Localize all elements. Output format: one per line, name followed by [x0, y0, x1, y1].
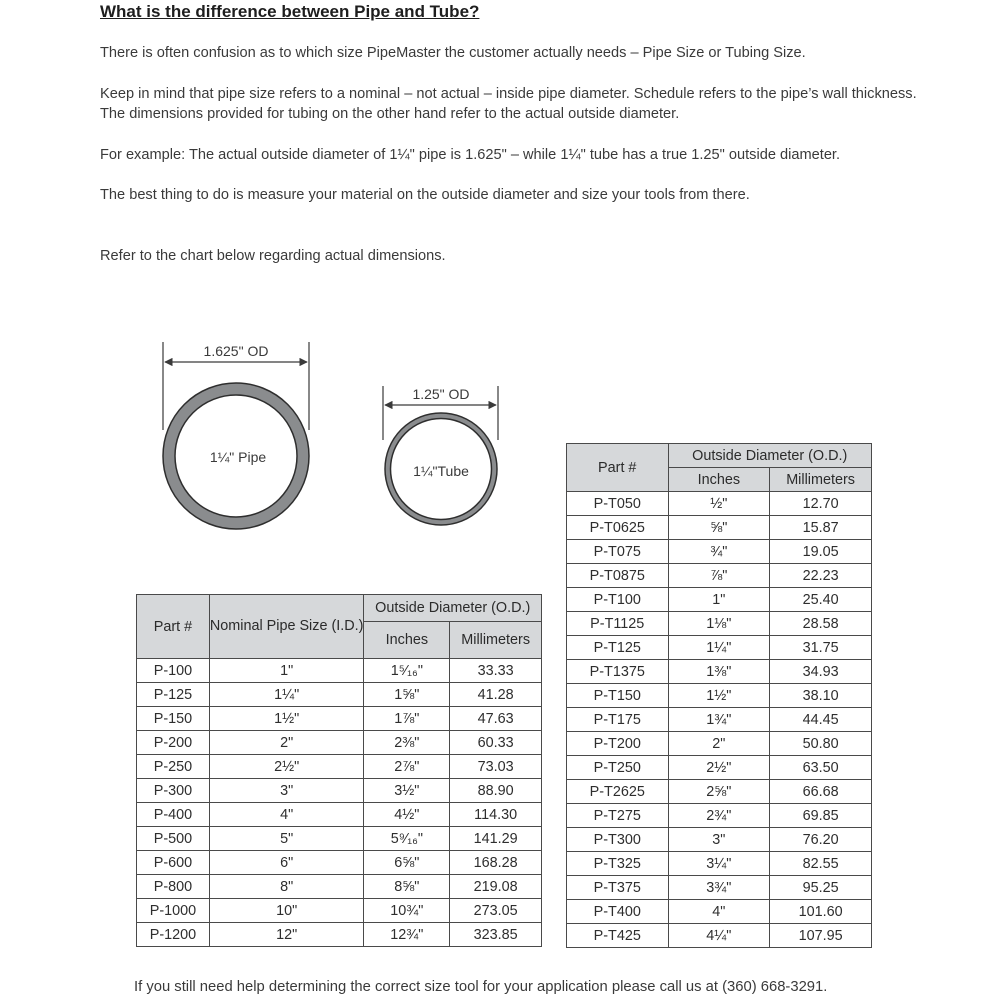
- od-mm-cell: 38.10: [770, 684, 872, 708]
- intro-paragraph: There is often confusion as to which size PipeMaster the customer actually needs – Pipe Size or Tubing Size.: [100, 45, 806, 61]
- od-mm-cell: 50.80: [770, 732, 872, 756]
- pipe-header-nominal: Nominal Pipe Size (I.D.): [209, 595, 364, 659]
- tube-od-label: 1.25" OD: [412, 386, 470, 402]
- od-mm-cell: 76.20: [770, 828, 872, 852]
- nominal-size-cell: 1½": [209, 707, 364, 731]
- table-row: [567, 756, 872, 780]
- part-number-cell: P-1000: [137, 899, 210, 923]
- od-inches-cell: ⅞": [668, 564, 770, 588]
- tube-header-mm: Millimeters: [770, 468, 872, 492]
- od-inches-cell: ⅝": [668, 516, 770, 540]
- part-number-cell: P-600: [137, 851, 210, 875]
- nominal-size-cell: 5": [209, 827, 364, 851]
- od-mm-cell: 47.63: [450, 707, 542, 731]
- table-row: [567, 900, 872, 924]
- part-number-cell: P-200: [137, 731, 210, 755]
- table-row: [567, 804, 872, 828]
- table-row: [137, 779, 542, 803]
- part-number-cell: P-T175: [567, 708, 669, 732]
- part-number-cell: P-T1375: [567, 660, 669, 684]
- example-paragraph: For example: The actual outside diameter of 1¼" pipe is 1.625" – while 1¼" tube has a true 1.25" outside diameter.: [100, 147, 841, 163]
- table-row: [567, 564, 872, 588]
- part-number-cell: P-T400: [567, 900, 669, 924]
- nominal-size-cell: 4": [209, 803, 364, 827]
- table-row: [567, 708, 872, 732]
- part-number-cell: P-400: [137, 803, 210, 827]
- nominal-size-cell: 2½": [209, 755, 364, 779]
- table-row: [137, 755, 542, 779]
- part-number-cell: P-1200: [137, 923, 210, 947]
- table-row: [137, 683, 542, 707]
- contact-footer: If you still need help determining the correct size tool for your application please call us at (360) 668-3291.: [134, 979, 828, 995]
- chart-reference-paragraph: Refer to the chart below regarding actual dimensions.: [100, 248, 446, 264]
- table-row: [567, 588, 872, 612]
- od-inches-cell: 2⅝": [668, 780, 770, 804]
- nominal-explanation-paragraph: Keep in mind that pipe size refers to a nominal – not actual – inside pipe diameter. Schedule refers to the pipe’s wall thickness. The dimensions provided for tubing on the other hand refer to the actual outside diameter.: [100, 86, 917, 122]
- table-row: [567, 636, 872, 660]
- od-inches-cell: 2½": [668, 756, 770, 780]
- part-number-cell: P-T2625: [567, 780, 669, 804]
- part-number-cell: P-150: [137, 707, 210, 731]
- od-mm-cell: 19.05: [770, 540, 872, 564]
- pipe-header-od: Outside Diameter (O.D.): [364, 595, 542, 622]
- pipe-header-mm: Millimeters: [450, 622, 542, 659]
- od-mm-cell: 323.85: [450, 923, 542, 947]
- od-mm-cell: 82.55: [770, 852, 872, 876]
- table-row: [567, 660, 872, 684]
- nominal-size-cell: 1¼": [209, 683, 364, 707]
- od-inches-cell: ¾": [668, 540, 770, 564]
- part-number-cell: P-500: [137, 827, 210, 851]
- od-mm-cell: 273.05: [450, 899, 542, 923]
- od-inches-cell: 4¼": [668, 924, 770, 948]
- pipe-header-inches: Inches: [364, 622, 450, 659]
- measure-advice-paragraph: The best thing to do is measure your material on the outside diameter and size your tools from there.: [100, 187, 750, 203]
- tube-size-table: [566, 443, 872, 948]
- od-mm-cell: 66.68: [770, 780, 872, 804]
- part-number-cell: P-125: [137, 683, 210, 707]
- od-inches-cell: 1⅛": [668, 612, 770, 636]
- od-mm-cell: 73.03: [450, 755, 542, 779]
- table-row: [567, 828, 872, 852]
- table-row: [567, 516, 872, 540]
- od-inches-cell: 1⅝": [364, 683, 450, 707]
- table-row: [137, 803, 542, 827]
- part-number-cell: P-T075: [567, 540, 669, 564]
- od-inches-cell: 3¾": [668, 876, 770, 900]
- nominal-size-cell: 6": [209, 851, 364, 875]
- od-mm-cell: 95.25: [770, 876, 872, 900]
- part-number-cell: P-100: [137, 659, 210, 683]
- od-mm-cell: 15.87: [770, 516, 872, 540]
- nominal-size-cell: 10": [209, 899, 364, 923]
- nominal-size-cell: 8": [209, 875, 364, 899]
- table-row: [567, 684, 872, 708]
- table-row: [567, 924, 872, 948]
- pipe-diagram: [163, 342, 309, 529]
- part-number-cell: P-T200: [567, 732, 669, 756]
- od-mm-cell: 44.45: [770, 708, 872, 732]
- table-row: [567, 876, 872, 900]
- nominal-size-cell: 1": [209, 659, 364, 683]
- nominal-size-cell: 12": [209, 923, 364, 947]
- table-row: [137, 875, 542, 899]
- table-row: [137, 659, 542, 683]
- od-inches-cell: 10¾": [364, 899, 450, 923]
- table-row: [567, 852, 872, 876]
- od-inches-cell: ½": [668, 492, 770, 516]
- page-heading: What is the difference between Pipe and Tube?: [100, 2, 480, 21]
- pipe-header-part: Part #: [137, 595, 210, 659]
- part-number-cell: P-T275: [567, 804, 669, 828]
- od-inches-cell: 1": [668, 588, 770, 612]
- part-number-cell: P-T300: [567, 828, 669, 852]
- table-row: [567, 780, 872, 804]
- nominal-size-cell: 3": [209, 779, 364, 803]
- od-mm-cell: 22.23: [770, 564, 872, 588]
- od-mm-cell: 88.90: [450, 779, 542, 803]
- tube-header-part: Part #: [567, 444, 669, 492]
- table-row: [137, 851, 542, 875]
- tube-label: 1¼"Tube: [413, 463, 469, 479]
- pipe-od-label: 1.625" OD: [203, 343, 269, 359]
- table-row: [137, 827, 542, 851]
- od-inches-cell: 5⁹⁄₁₆": [364, 827, 450, 851]
- part-number-cell: P-T250: [567, 756, 669, 780]
- od-inches-cell: 1⅜": [668, 660, 770, 684]
- od-inches-cell: 1½": [668, 684, 770, 708]
- od-inches-cell: 2¾": [668, 804, 770, 828]
- od-mm-cell: 101.60: [770, 900, 872, 924]
- od-inches-cell: 12¾": [364, 923, 450, 947]
- part-number-cell: P-T425: [567, 924, 669, 948]
- table-row: [567, 612, 872, 636]
- table-row: [137, 707, 542, 731]
- part-number-cell: P-250: [137, 755, 210, 779]
- part-number-cell: P-300: [137, 779, 210, 803]
- od-mm-cell: 141.29: [450, 827, 542, 851]
- part-number-cell: P-T050: [567, 492, 669, 516]
- table-row: [567, 540, 872, 564]
- od-mm-cell: 34.93: [770, 660, 872, 684]
- part-number-cell: P-800: [137, 875, 210, 899]
- part-number-cell: P-T1125: [567, 612, 669, 636]
- od-mm-cell: 31.75: [770, 636, 872, 660]
- od-mm-cell: 41.28: [450, 683, 542, 707]
- od-mm-cell: 107.95: [770, 924, 872, 948]
- od-mm-cell: 25.40: [770, 588, 872, 612]
- od-mm-cell: 63.50: [770, 756, 872, 780]
- tube-header-inches: Inches: [668, 468, 770, 492]
- od-inches-cell: 2": [668, 732, 770, 756]
- table-row: [567, 492, 872, 516]
- od-inches-cell: 1⁵⁄₁₆": [364, 659, 450, 683]
- table-row: [137, 899, 542, 923]
- od-inches-cell: 3¼": [668, 852, 770, 876]
- part-number-cell: P-T0875: [567, 564, 669, 588]
- od-inches-cell: 3½": [364, 779, 450, 803]
- od-inches-cell: 2⅞": [364, 755, 450, 779]
- nominal-size-cell: 2": [209, 731, 364, 755]
- od-inches-cell: 4": [668, 900, 770, 924]
- od-inches-cell: 1⅞": [364, 707, 450, 731]
- od-mm-cell: 12.70: [770, 492, 872, 516]
- part-number-cell: P-T375: [567, 876, 669, 900]
- od-inches-cell: 8⅝": [364, 875, 450, 899]
- table-row: [567, 732, 872, 756]
- od-inches-cell: 1¾": [668, 708, 770, 732]
- tube-header-od: Outside Diameter (O.D.): [668, 444, 872, 468]
- table-row: [137, 731, 542, 755]
- part-number-cell: P-T100: [567, 588, 669, 612]
- table-row: [137, 923, 542, 947]
- part-number-cell: P-T125: [567, 636, 669, 660]
- pipe-label: 1¼" Pipe: [209, 449, 267, 465]
- part-number-cell: P-T325: [567, 852, 669, 876]
- od-inches-cell: 3": [668, 828, 770, 852]
- od-mm-cell: 33.33: [450, 659, 542, 683]
- od-inches-cell: 4½": [364, 803, 450, 827]
- od-mm-cell: 28.58: [770, 612, 872, 636]
- tube-diagram: [383, 386, 498, 525]
- od-mm-cell: 114.30: [450, 803, 542, 827]
- od-mm-cell: 69.85: [770, 804, 872, 828]
- od-inches-cell: 1¼": [668, 636, 770, 660]
- od-inches-cell: 6⅝": [364, 851, 450, 875]
- od-inches-cell: 2⅜": [364, 731, 450, 755]
- part-number-cell: P-T150: [567, 684, 669, 708]
- od-mm-cell: 219.08: [450, 875, 542, 899]
- pipe-size-table: [136, 594, 542, 947]
- od-mm-cell: 168.28: [450, 851, 542, 875]
- part-number-cell: P-T0625: [567, 516, 669, 540]
- od-mm-cell: 60.33: [450, 731, 542, 755]
